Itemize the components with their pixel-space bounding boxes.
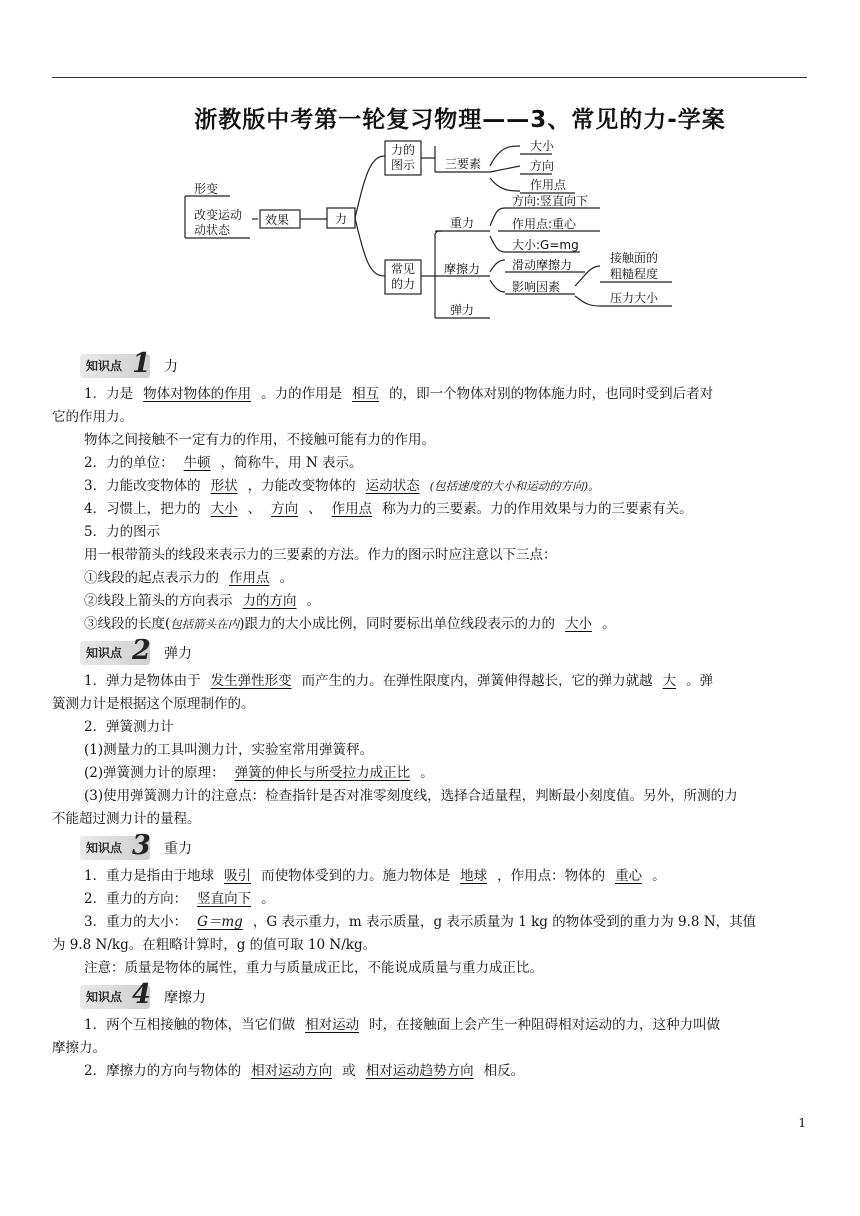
paragraph: 用一根带箭头的线段来表示力的三要素的方法。作力的图示时应注意以下三点： bbox=[84, 547, 557, 563]
knowledge-badge bbox=[80, 635, 151, 666]
page-number: 1 bbox=[798, 1116, 806, 1130]
section-header bbox=[80, 979, 808, 1012]
paragraph: (3)使用弹簧测力计的注意点：检查指针是否对准零刻度线，选择合适量程，判断最小刻度值。另外，所测的力 bbox=[84, 788, 738, 804]
mm-gravity-item: 作用点:重心 bbox=[512, 217, 577, 231]
section-title: 重力 bbox=[164, 841, 192, 857]
badge-label: 知识点 bbox=[86, 841, 123, 855]
mm-effect-item: 形变 bbox=[194, 182, 219, 196]
paragraph: 它的作用力。 bbox=[52, 409, 133, 425]
mm-element: 方向 bbox=[530, 159, 555, 173]
paragraph: 1．力是 物体对物体的作用 。力的作用是 相互 的，即一个物体对别的物体施力时，也同时受到后者对 bbox=[84, 386, 714, 402]
paragraph: 簧测力计是根据这个原理制作的。 bbox=[52, 696, 255, 712]
page-title: 浙教版中考第一轮复习物理——3、常见的力-学案 bbox=[194, 107, 726, 133]
paragraph: 2．弹簧测力计 bbox=[84, 719, 174, 735]
mm-diagram: 图示 bbox=[391, 158, 416, 172]
mm-common: 常见 bbox=[391, 262, 416, 276]
section-header bbox=[80, 830, 808, 863]
mm-friction: 摩擦力 bbox=[444, 262, 481, 276]
paragraph: 物体之间接触不一定有力的作用，不接触可能有力的作用。 bbox=[84, 432, 435, 448]
paragraph: 5．力的图示 bbox=[84, 524, 161, 540]
section-header bbox=[80, 635, 808, 668]
knowledge-badge bbox=[80, 348, 151, 379]
paragraph: 注意：质量是物体的属性，重力与质量成正比，不能说成质量与重力成正比。 bbox=[84, 960, 543, 976]
mm-element: 作用点 bbox=[530, 178, 567, 192]
mm-elastic: 弹力 bbox=[450, 303, 475, 317]
mm-factor: 粗糙程度 bbox=[610, 267, 659, 281]
section-header bbox=[80, 348, 808, 381]
mm-center: 力 bbox=[335, 212, 348, 226]
mm-common: 的力 bbox=[391, 277, 416, 291]
paragraph: 3．力能改变物体的 形状 ，力能改变物体的 运动状态 (包括速度的大小和运动的方向)。 bbox=[84, 478, 600, 494]
paragraph: ②线段上箭头的方向表示 力的方向 。 bbox=[84, 593, 320, 609]
mm-effect-item: 改变运动 bbox=[194, 208, 243, 222]
paragraph: 1．弹力是物体由于 发生弹性形变 而产生的力。在弹性限度内，弹簧伸得越长，它的弹力就越 大 。弹 bbox=[84, 673, 714, 689]
badge-number: 4 bbox=[132, 979, 151, 1010]
section-title: 力 bbox=[164, 359, 178, 375]
paragraph: 为 9.8 N/kg。在粗略计算时，g 的值可取 10 N/kg。 bbox=[52, 937, 377, 953]
header-rule bbox=[52, 77, 807, 78]
paragraph: 4．习惯上，把力的 大小 、 方向 、 作用点 称为力的三要素。力的作用效果与力的三要素有关。 bbox=[84, 501, 693, 517]
badge-label: 知识点 bbox=[86, 990, 123, 1004]
paragraph: (1)测量力的工具叫测力计，实验室常用弹簧秤。 bbox=[84, 742, 374, 758]
mm-gravity-item: 方向:竖直向下 bbox=[512, 194, 589, 208]
paragraph: 摩擦力。 bbox=[52, 1040, 106, 1056]
mm-effect-item: 动状态 bbox=[194, 223, 231, 237]
paragraph: ①线段的起点表示力的 作用点 。 bbox=[84, 570, 293, 586]
mm-element: 大小 bbox=[530, 139, 555, 153]
paragraph: 1．重力是指由于地球 吸引 而使物体受到的力。施力物体是 地球 ，作用点：物体的 重心 。 bbox=[84, 868, 666, 884]
section-title: 弹力 bbox=[164, 646, 192, 662]
badge-number: 1 bbox=[132, 348, 151, 379]
content bbox=[52, 348, 808, 1083]
mm-effect: 效果 bbox=[265, 213, 290, 227]
knowledge-badge bbox=[80, 979, 151, 1010]
badge-label: 知识点 bbox=[86, 646, 123, 660]
paragraph: 2．摩擦力的方向与物体的 相对运动方向 或 相对运动趋势方向 相反。 bbox=[84, 1063, 525, 1079]
section-title: 摩擦力 bbox=[164, 990, 206, 1006]
mm-friction-item: 影响因素 bbox=[512, 280, 561, 294]
mm-gravity: 重力 bbox=[450, 216, 475, 230]
concept-mindmap bbox=[180, 136, 680, 326]
mm-factor: 压力大小 bbox=[610, 291, 659, 305]
badge-label: 知识点 bbox=[86, 359, 123, 373]
paragraph: 2．力的单位： 牛顿 ，简称牛，用 N 表示。 bbox=[84, 455, 363, 471]
badge-number: 2 bbox=[132, 635, 151, 666]
paragraph: 1．两个互相接触的物体，当它们做 相对运动 时，在接触面上会产生一种阻碍相对运动的力，这种力叫做 bbox=[84, 1017, 721, 1033]
paragraph: 不能超过测力计的量程。 bbox=[52, 811, 201, 827]
mm-diagram: 力的 bbox=[391, 143, 416, 157]
paragraph: ③线段的长度(包括箭头在内)跟力的大小成比例，同时要标出单位线段表示的力的 大小 。 bbox=[84, 616, 616, 632]
mm-friction-item: 滑动摩擦力 bbox=[512, 258, 573, 272]
mm-factor: 接触面的 bbox=[610, 251, 659, 265]
paragraph: 3．重力的大小： G＝mg ，G 表示重力，m 表示质量，g 表示质量为 1 kg 的物体受到的重力为 9.8 N，其值 bbox=[84, 914, 757, 930]
knowledge-badge bbox=[80, 830, 151, 861]
paragraph: (2)弹簧测力计的原理： 弹簧的伸长与所受拉力成正比 。 bbox=[84, 765, 434, 781]
paragraph: 2．重力的方向： 竖直向下 。 bbox=[84, 891, 275, 907]
badge-number: 3 bbox=[132, 830, 151, 861]
mm-gravity-item: 大小:G=mg bbox=[512, 238, 579, 252]
mm-three-elements: 三要素 bbox=[445, 157, 482, 171]
